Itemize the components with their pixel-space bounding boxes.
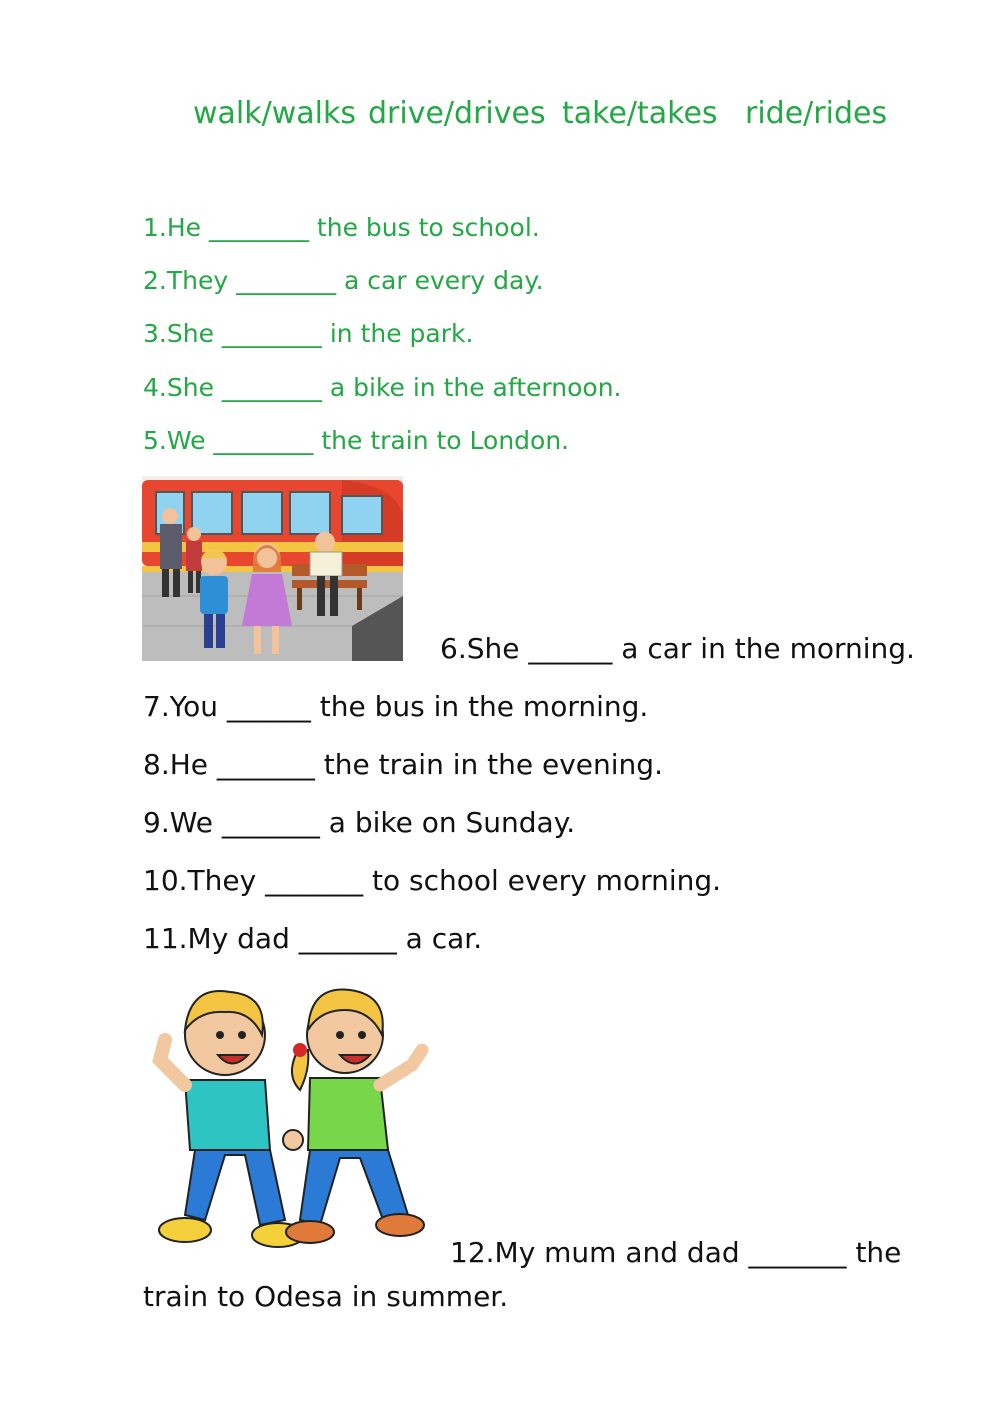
sentence-2: 2.They ________ a car every day. [143, 266, 544, 295]
sentence-7: 7.You ______ the bus in the morning. [143, 690, 649, 723]
sentence-10: 10.They _______ to school every morning. [143, 864, 722, 897]
sentence-1: 1.He ________ the bus to school. [143, 213, 540, 242]
sentence-8: 8.He _______ the train in the evening. [143, 748, 663, 781]
sentence-5: 5.We ________ the train to London. [143, 426, 570, 455]
sentence-12-line2: train to Odesa in summer. [143, 1280, 509, 1313]
sentence-4: 4.She ________ a bike in the afternoon. [143, 373, 622, 402]
sentence-9: 9.We _______ a bike on Sunday. [143, 806, 576, 839]
word-bank-walk: walk/walks [193, 96, 356, 131]
sentence-12-line1: 12.My mum and dad _______ the [450, 1236, 902, 1269]
children-walking-illustration [150, 980, 435, 1265]
sentence-11: 11.My dad _______ a car. [143, 922, 483, 955]
word-bank-drive: drive/drives [368, 96, 546, 131]
sentence-3: 3.She ________ in the park. [143, 319, 474, 348]
sentence-6: 6.She ______ a car in the morning. [440, 632, 915, 665]
word-bank-take: take/takes [562, 96, 718, 131]
word-bank-ride: ride/rides [745, 96, 888, 131]
train-station-illustration [142, 476, 403, 661]
